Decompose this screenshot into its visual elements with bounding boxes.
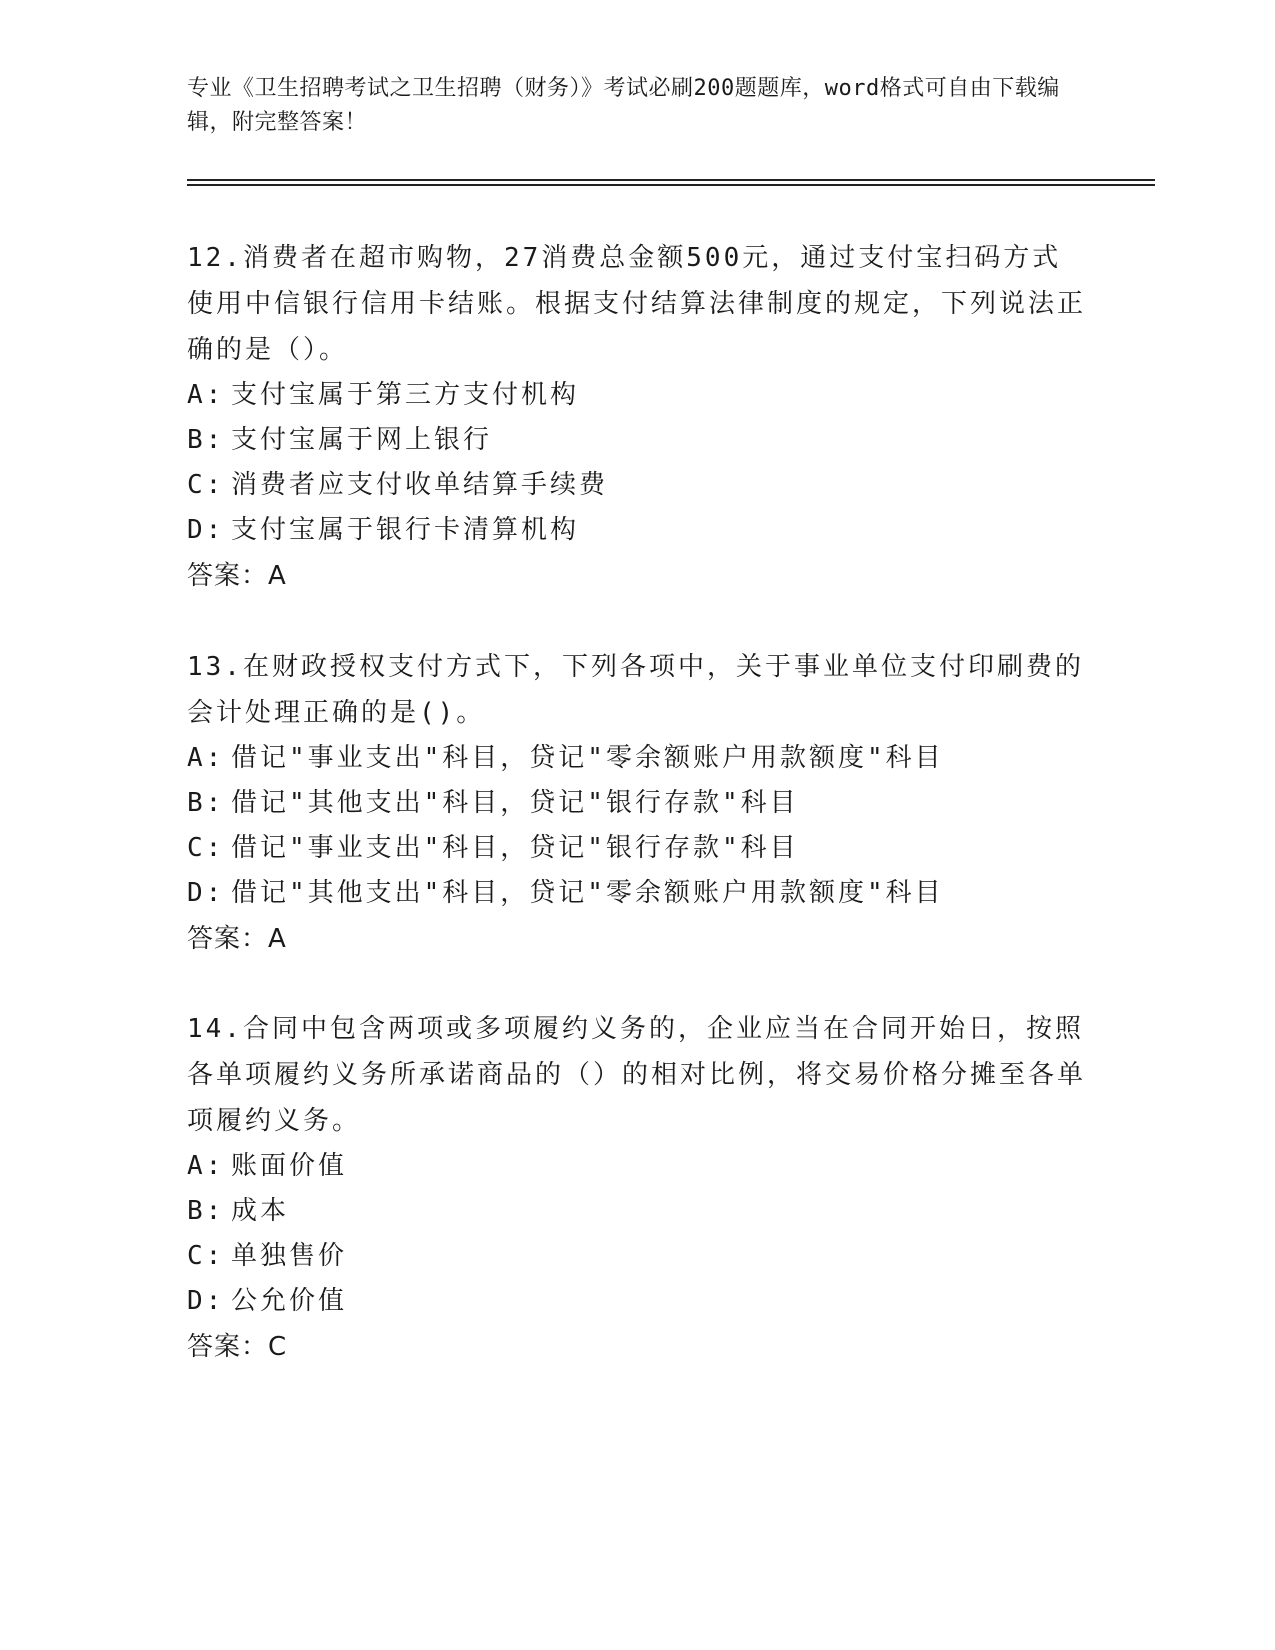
option-d: [187, 1279, 1087, 1324]
question-stem: 14.合同中包含两项或多项履约义务的，企业应当在合同开始日，按照各单项履约义务所承诺商品的（）的相对比例，将交易价格分摊至各单项履约义务。: [187, 1014, 1087, 1136]
question-stem: 12.消费者在超市购物，27消费总金额500元，通过支付宝扫码方式使用中信银行信用卡结账。根据支付结算法律制度的规定，下列说法正确的是（）。: [187, 243, 1087, 365]
option-text: 成本: [231, 1196, 290, 1226]
option-d: [187, 508, 1087, 553]
option-letter: D:: [187, 878, 225, 908]
option-c: [187, 463, 1087, 508]
option-letter: A:: [187, 380, 225, 410]
question-stem: 13.在财政授权支付方式下，下列各项中，关于事业单位支付印刷费的会计处理正确的是()。: [187, 652, 1084, 728]
option-text: 借记"事业支出"科目，贷记"零余额账户用款额度"科目: [231, 743, 944, 773]
option-c: [187, 1234, 1087, 1279]
option-letter: D:: [187, 1286, 225, 1316]
option-letter: B:: [187, 425, 225, 455]
option-b: [187, 781, 1087, 826]
option-letter: A:: [187, 743, 225, 773]
option-text: 账面价值: [231, 1151, 348, 1181]
option-text: 借记"其他支出"科目，贷记"银行存款"科目: [231, 788, 799, 818]
option-letter: B:: [187, 1196, 225, 1226]
option-text: 借记"事业支出"科目，贷记"银行存款"科目: [231, 833, 799, 863]
header-divider-bottom: [187, 184, 1155, 186]
answer-line: 答案：A: [187, 561, 287, 591]
option-text: 支付宝属于第三方支付机构: [231, 380, 580, 410]
question-14: [187, 1006, 1087, 1370]
option-letter: C:: [187, 1241, 225, 1271]
option-letter: D:: [187, 515, 225, 545]
option-b: [187, 418, 1087, 463]
answer-line: 答案：C: [187, 1332, 288, 1362]
answer-line: 答案：A: [187, 924, 287, 954]
question-13: [187, 644, 1087, 962]
option-letter: B:: [187, 788, 225, 818]
option-text: 支付宝属于银行卡清算机构: [231, 515, 580, 545]
option-text: 单独售价: [231, 1241, 348, 1271]
option-a: [187, 736, 1087, 781]
option-letter: A:: [187, 1151, 225, 1181]
option-b: [187, 1189, 1087, 1234]
option-a: [187, 373, 1087, 418]
option-d: [187, 871, 1087, 916]
option-a: [187, 1144, 1087, 1189]
option-text: 公允价值: [231, 1286, 348, 1316]
question-12: [187, 235, 1087, 599]
option-letter: C:: [187, 833, 225, 863]
document-header: 专业《卫生招聘考试之卫生招聘（财务）》考试必刷200题题库，word格式可自由下载编辑，附完整答案！: [187, 76, 1060, 135]
option-text: 支付宝属于网上银行: [231, 425, 493, 455]
option-c: [187, 826, 1087, 871]
option-text: 消费者应支付收单结算手续费: [231, 470, 609, 500]
header-divider-top: [187, 179, 1155, 181]
option-text: 借记"其他支出"科目，贷记"零余额账户用款额度"科目: [231, 878, 944, 908]
option-letter: C:: [187, 470, 225, 500]
